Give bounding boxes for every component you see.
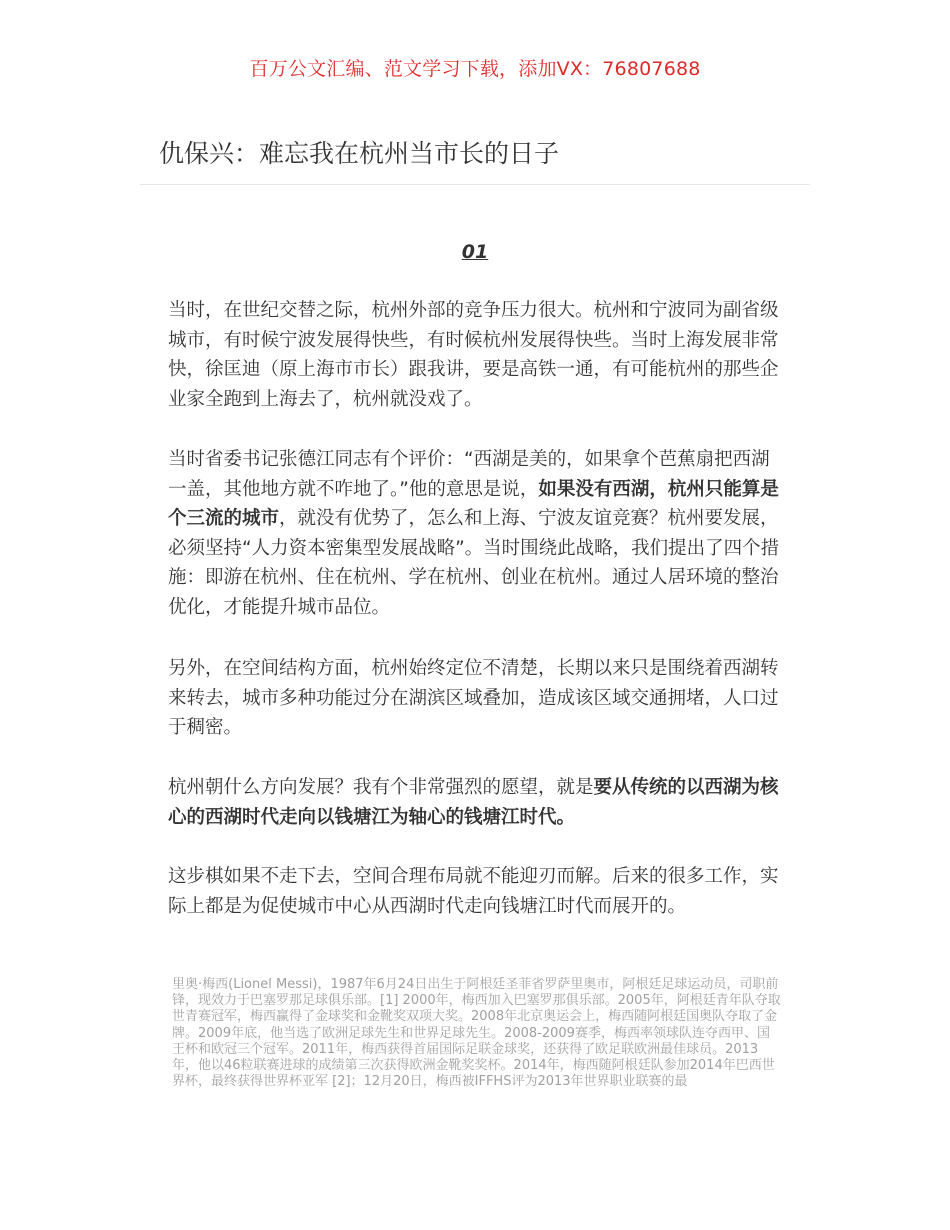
- paragraph-2: [168, 445, 780, 623]
- paragraph-5: [168, 862, 780, 921]
- paragraph-1-text: 当时，在世纪交替之际，杭州外部的竞争压力很大。杭州和宁波同为副省级城市，有时候宁波发展得快些，有时候杭州发展得快些。当时上海发展非常快，徐匡迪（原上海市市长）跟我讲，要是高铁一通，有可能杭州的那些企业家全跑到上海去了，杭州就没戏了。: [168, 300, 779, 410]
- paragraph-3-text: 另外，在空间结构方面，杭州始终定位不清楚，长期以来只是围绕着西湖转来转去，城市多种功能过分在湖滨区域叠加，造成该区域交通拥堵，人口过于稠密。: [168, 658, 779, 739]
- paragraph-3: [168, 654, 780, 743]
- footnote-text: 里奥·梅西(Lionel Messi)，1987年6月24日出生于阿根廷圣菲省罗萨里奥市，阿根廷足球运动员，司职前锋，现效力于巴塞罗那足球俱乐部。[1] 2000年，梅西加入巴塞罗那俱乐部。2005年，阿根廷青年队夺取世青赛冠军，梅西赢得了金球奖和金靴奖双项大奖。2008年北京奥运会上，梅西随阿根廷国奥队夺取了金牌。2009年底，他当选了欧洲足球先生和世界足球先生。2008-2009赛季，梅西率领球队连夺西甲、国王杯和欧冠三个冠军。2011年，梅西获得首届国际足联金球奖，还获得了欧足联欧洲最佳球员。2013年，他以46粒联赛进球的成绩第三次获得欧洲金靴奖奖杯。2014年，梅西随阿根廷队参加2014年巴西世界杯，最终获得世界杯亚军 [2]；12月20日，梅西被IFFHS评为2013年世界职业联赛的最: [172, 977, 781, 1090]
- paragraph-2-text-before: 当时省委书记张德江同志有个评价：“西湖是美的，如果拿个芭蕉扇把西湖一盖，其他地方就不咋地了。”他的意思是说，: [168, 449, 770, 500]
- article-title: 仇保兴：难忘我在杭州当市长的日子: [159, 139, 560, 168]
- paragraph-2-emphasis: 如果没有西湖，杭州只能算是个三流的城市: [168, 478, 779, 530]
- paragraph-4-emphasis: 要从传统的以西湖为核心的西湖时代走向以钱塘江为轴心的钱塘江时代。: [168, 777, 779, 828]
- paragraph-4-text-before: 杭州朝什么方向发展？我有个非常强烈的愿望，就是: [168, 777, 594, 798]
- paragraph-1: [168, 296, 780, 414]
- title-divider: [140, 184, 810, 185]
- paragraph-2-text-after: ，就没有优势了，怎么和上海、宁波友谊竞赛？杭州要发展，必须坚持“人力资本密集型发展战略”。当时围绕此战略，我们提出了四个措施：即游在杭州、住在杭州、学在杭州、创业在杭州。通过人居环境的整治优化，才能提升城市品位。: [168, 508, 780, 618]
- paragraph-5-text: 这步棋如果不走下去，空间合理布局就不能迎刃而解。后来的很多工作，实际上都是为促使城市中心从西湖时代走向钱塘江时代而展开的。: [168, 866, 779, 917]
- paragraph-4: [168, 773, 780, 832]
- watermark-banner: 百万公文汇编、范文学习下载，添加VX：76807688: [249, 58, 701, 80]
- section-number: 01: [461, 241, 489, 263]
